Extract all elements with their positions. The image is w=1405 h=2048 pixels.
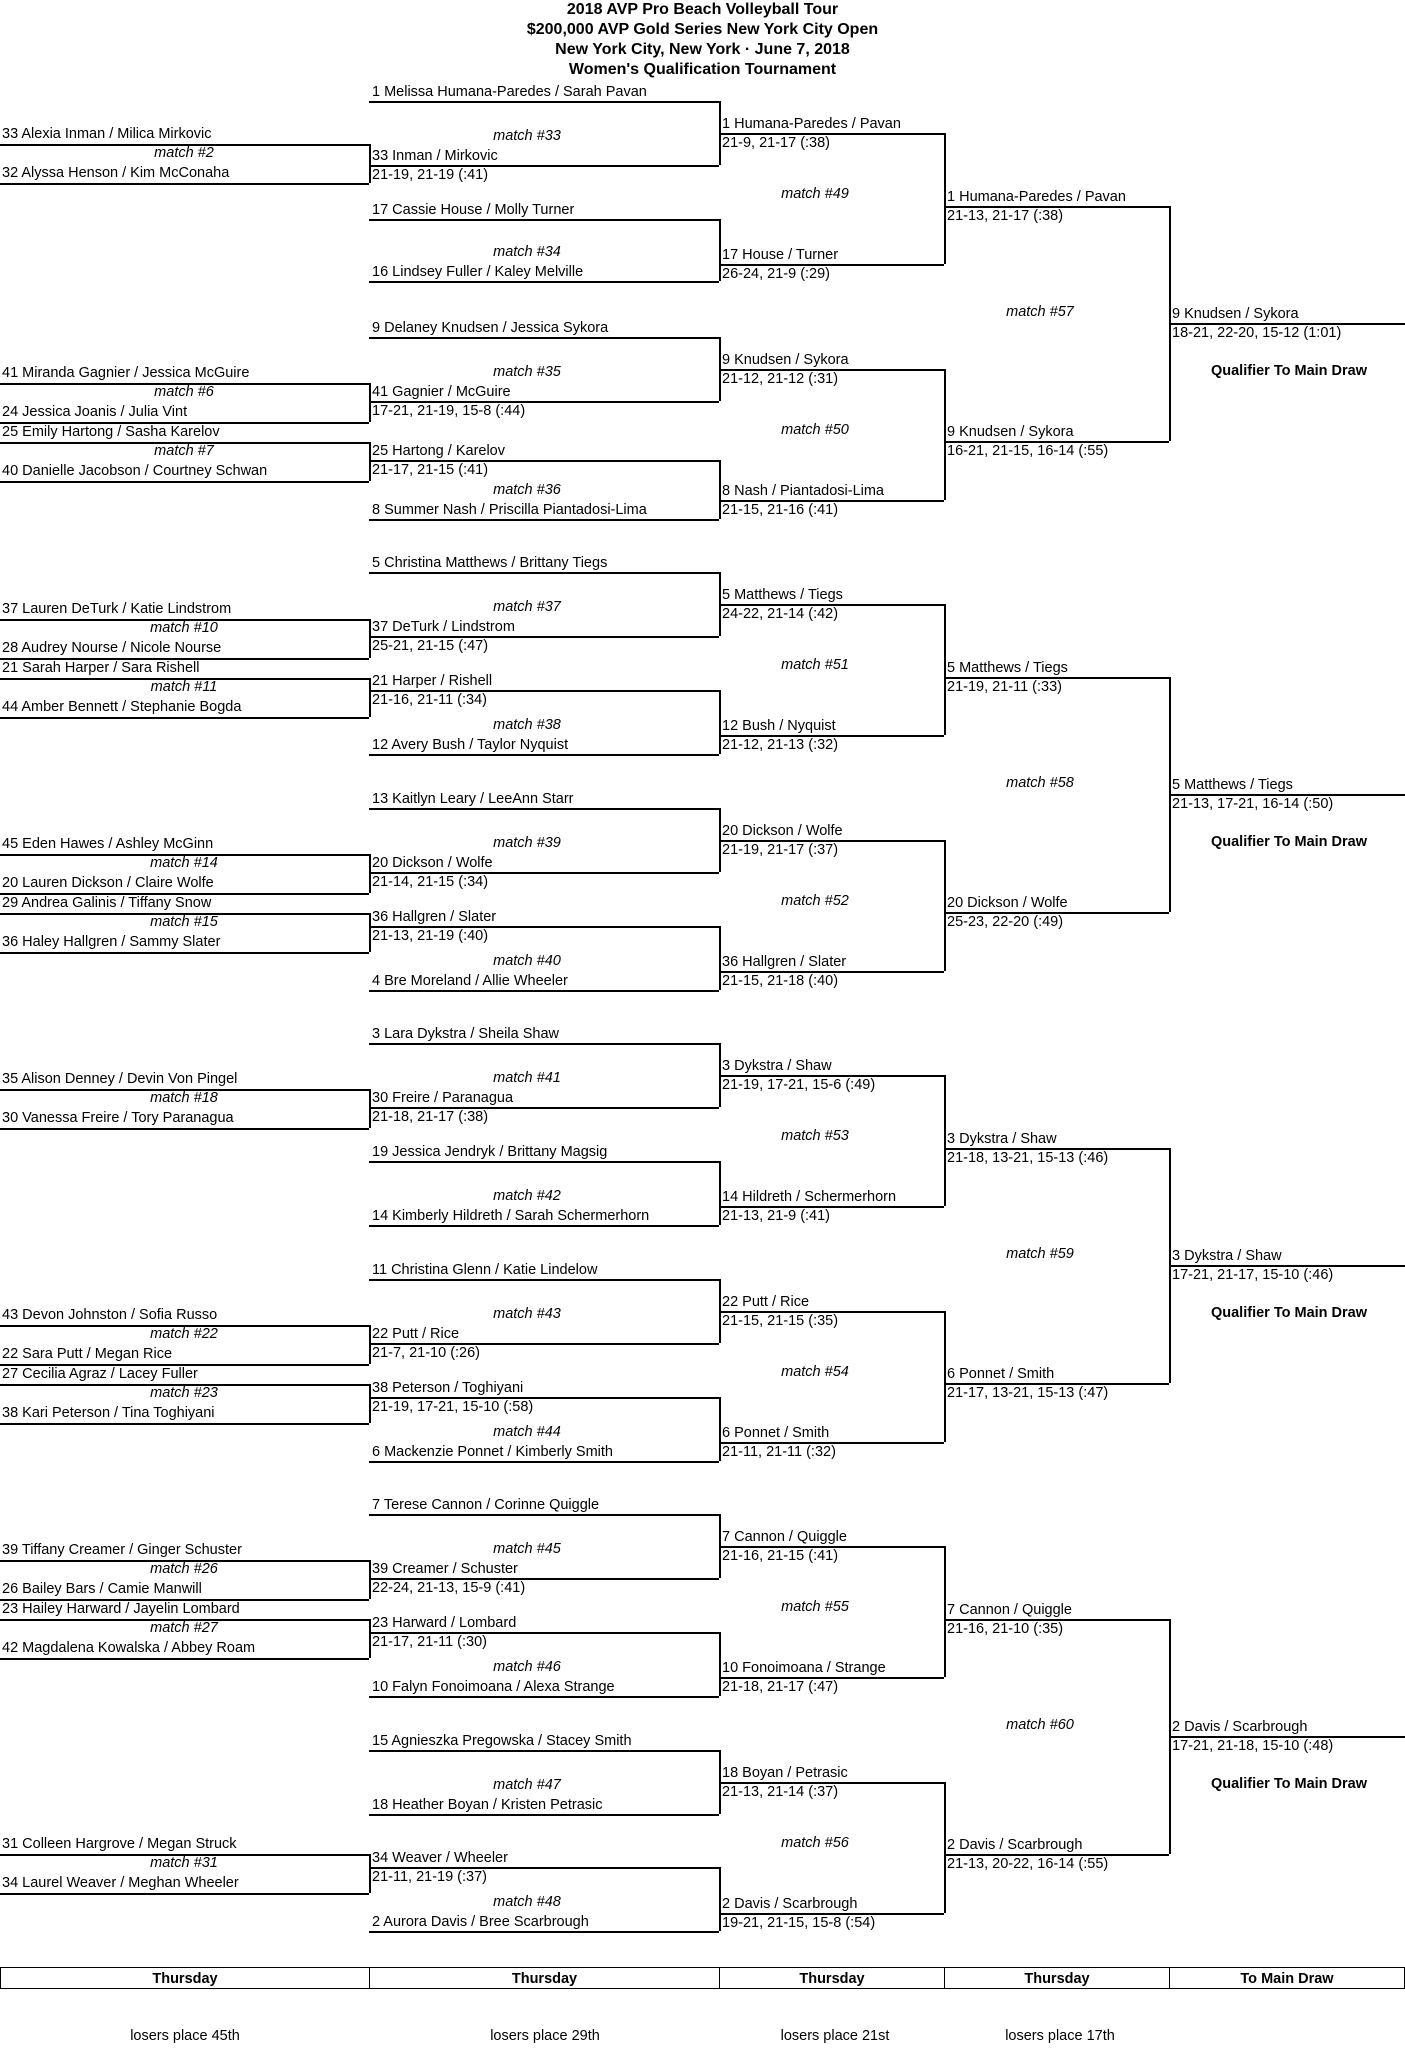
r2-team-top: 7 Terese Cannon / Corinne Quiggle xyxy=(372,1497,600,1513)
r2-team-bottom: 14 Kimberly Hildreth / Sarah Schermerhorn xyxy=(372,1208,650,1224)
r2-team-bottom: 2 Aurora Davis / Bree Scarbrough xyxy=(372,1914,589,1930)
r1-team-bottom: 24 Jessica Joanis / Julia Vint xyxy=(2,404,188,420)
r2-team-top: 19 Jessica Jendryk / Brittany Magsig xyxy=(372,1144,608,1160)
r2-score-top: 21-11, 21-19 (:37) xyxy=(372,1869,487,1885)
r3-connector xyxy=(944,1075,946,1206)
r1-team-top: 35 Alison Denney / Devin Von Pingel xyxy=(2,1071,238,1087)
r1-team-top: 37 Lauren DeTurk / Katie Lindstrom xyxy=(2,601,232,617)
r3-team-bottom: 36 Hallgren / Slater xyxy=(722,954,847,970)
qualifier-score: 17-21, 21-17, 15-10 (:46) xyxy=(1172,1267,1334,1283)
r2-connector xyxy=(719,460,721,519)
r3-match-label: match #56 xyxy=(781,1835,849,1851)
r2-match-label: match #43 xyxy=(493,1306,561,1322)
r4-score-bottom: 21-13, 20-22, 16-14 (:55) xyxy=(947,1856,1109,1872)
r1-team-bottom: 44 Amber Bennett / Stephanie Bogda xyxy=(2,699,242,715)
r2-connector xyxy=(719,1161,721,1225)
r1-match-label: match #2 xyxy=(154,145,214,161)
r2-match-label: match #35 xyxy=(493,364,561,380)
r3-team-top: 3 Dykstra / Shaw xyxy=(722,1058,832,1074)
qualifier-team: 3 Dykstra / Shaw xyxy=(1172,1248,1282,1264)
r3-score-top: 21-9, 21-17 (:38) xyxy=(722,135,831,151)
r2-line-top xyxy=(369,1750,719,1752)
r3-connector xyxy=(944,840,946,971)
r2-team-bottom: 10 Falyn Fonoimoana / Alexa Strange xyxy=(372,1679,615,1695)
r3-match-label: match #54 xyxy=(781,1364,849,1380)
r2-team-top: 11 Christina Glenn / Katie Lindelow xyxy=(372,1262,598,1278)
r4-match-label: match #58 xyxy=(1006,775,1074,791)
r1-connector xyxy=(369,442,371,481)
r2-match-label: match #34 xyxy=(493,244,561,260)
r2-team-top: 3 Lara Dykstra / Sheila Shaw xyxy=(372,1026,559,1042)
r1-team-top: 33 Alexia Inman / Milica Mirkovic xyxy=(2,126,212,142)
r4-score-bottom: 21-17, 13-21, 15-13 (:47) xyxy=(947,1385,1109,1401)
r1-team-top: 45 Eden Hawes / Ashley McGinn xyxy=(2,836,214,852)
r2-team-bottom: 16 Lindsey Fuller / Kaley Melville xyxy=(372,264,584,280)
r2-team-bottom: 8 Summer Nash / Priscilla Piantadosi-Lima xyxy=(372,502,647,518)
r3-connector xyxy=(944,1782,946,1913)
r2-line-bottom xyxy=(369,1931,719,1933)
r2-connector xyxy=(719,926,721,990)
r2-score-bottom: 25-21, 21-15 (:47) xyxy=(372,638,489,654)
r2-team-top: 38 Peterson / Toghiyani xyxy=(372,1380,524,1396)
r1-team-bottom: 34 Laurel Weaver / Meghan Wheeler xyxy=(2,1875,239,1891)
r1-line-bottom xyxy=(0,1128,369,1130)
r1-connector xyxy=(369,1560,371,1599)
event-title: 2018 AVP Pro Beach Volleyball Tour xyxy=(566,1,839,18)
event-location: New York City, New York · June 7, 2018 xyxy=(555,41,850,58)
r2-line-bottom xyxy=(369,1225,719,1227)
r2-line-top xyxy=(369,337,719,339)
r2-line-bottom xyxy=(369,1461,719,1463)
r2-team-bottom: 37 DeTurk / Lindstrom xyxy=(372,619,515,635)
r2-score-top: 21-16, 21-11 (:34) xyxy=(372,692,487,708)
r3-team-bottom: 10 Fonoimoana / Strange xyxy=(722,1660,886,1676)
r1-team-bottom: 32 Alyssa Henson / Kim McConaha xyxy=(2,165,230,181)
r3-team-bottom: 17 House / Turner xyxy=(722,247,839,263)
r4-score-bottom: 25-23, 22-20 (:49) xyxy=(947,914,1064,930)
r2-team-bottom: 4 Bre Moreland / Allie Wheeler xyxy=(372,973,568,989)
r2-score-bottom: 17-21, 21-19, 15-8 (:44) xyxy=(372,403,526,419)
r1-connector xyxy=(369,1854,371,1893)
r2-line-bottom xyxy=(369,754,719,756)
r2-line-top xyxy=(369,101,719,103)
r1-team-bottom: 38 Kari Peterson / Tina Toghiyani xyxy=(2,1405,215,1421)
r1-connector xyxy=(369,619,371,658)
r2-match-label: match #42 xyxy=(493,1188,561,1204)
r3-match-label: match #53 xyxy=(781,1128,849,1144)
r1-team-bottom: 20 Lauren Dickson / Claire Wolfe xyxy=(2,875,214,891)
r2-match-label: match #39 xyxy=(493,835,561,851)
r3-score-top: 21-19, 17-21, 15-6 (:49) xyxy=(722,1077,876,1093)
r3-score-bottom: 19-21, 21-15, 15-8 (:54) xyxy=(722,1915,876,1931)
r3-team-bottom: 12 Bush / Nyquist xyxy=(722,718,836,734)
r2-score-bottom: 21-7, 21-10 (:26) xyxy=(372,1345,481,1361)
r3-connector xyxy=(944,1546,946,1677)
r2-team-top: 15 Agnieszka Pregowska / Stacey Smith xyxy=(372,1733,632,1749)
r1-connector xyxy=(369,1325,371,1364)
r3-match-label: match #49 xyxy=(781,186,849,202)
r4-score-top: 21-18, 13-21, 15-13 (:46) xyxy=(947,1150,1109,1166)
r4-score-top: 21-13, 21-17 (:38) xyxy=(947,208,1064,224)
r4-match-label: match #60 xyxy=(1006,1717,1074,1733)
r3-score-bottom: 21-11, 21-11 (:32) xyxy=(722,1444,836,1460)
r1-match-label: match #22 xyxy=(150,1326,218,1342)
r2-team-bottom: 6 Mackenzie Ponnet / Kimberly Smith xyxy=(372,1444,613,1460)
r1-match-label: match #26 xyxy=(150,1561,218,1577)
r1-team-top: 21 Sarah Harper / Sara Rishell xyxy=(2,660,200,676)
r2-line-top xyxy=(369,572,719,574)
r2-match-label: match #33 xyxy=(493,128,561,144)
r2-line-bottom xyxy=(369,1696,719,1698)
r4-match-label: match #59 xyxy=(1006,1246,1074,1262)
r3-team-top: 9 Knudsen / Sykora xyxy=(722,352,849,368)
r2-match-label: match #46 xyxy=(493,1659,561,1675)
r2-connector xyxy=(719,1632,721,1696)
r3-score-top: 21-19, 21-17 (:37) xyxy=(722,842,839,858)
r1-line-bottom xyxy=(0,481,369,483)
r4-team-top: 1 Humana-Paredes / Pavan xyxy=(947,189,1126,205)
r2-team-top: 13 Kaitlyn Leary / LeeAnn Starr xyxy=(372,791,574,807)
r4-team-top: 7 Cannon / Quiggle xyxy=(947,1602,1072,1618)
round-4-day: Thursday xyxy=(944,1967,1170,1989)
r4-team-bottom: 6 Ponnet / Smith xyxy=(947,1366,1055,1382)
r3-connector xyxy=(944,604,946,735)
r2-match-label: match #37 xyxy=(493,599,561,615)
r2-line-top xyxy=(369,808,719,810)
r2-match-label: match #47 xyxy=(493,1777,561,1793)
r2-connector xyxy=(719,1867,721,1931)
r1-connector xyxy=(369,854,371,893)
round-1-day: Thursday xyxy=(0,1967,370,1989)
r1-team-top: 39 Tiffany Creamer / Ginger Schuster xyxy=(2,1542,242,1558)
r2-match-label: match #44 xyxy=(493,1424,561,1440)
losers-place-r1: losers place 45th xyxy=(130,2028,240,2044)
r2-line-top xyxy=(369,219,719,221)
r2-score-bottom: 21-14, 21-15 (:34) xyxy=(372,874,489,890)
r1-team-top: 25 Emily Hartong / Sasha Karelov xyxy=(2,424,220,440)
r3-team-top: 7 Cannon / Quiggle xyxy=(722,1529,847,1545)
r2-team-bottom: 22 Putt / Rice xyxy=(372,1326,460,1342)
r2-line-top xyxy=(369,1514,719,1516)
losers-place-r4: losers place 17th xyxy=(1005,2028,1115,2044)
r2-team-bottom: 12 Avery Bush / Taylor Nyquist xyxy=(372,737,569,753)
r3-team-bottom: 2 Davis / Scarbrough xyxy=(722,1896,858,1912)
r2-score-top: 21-13, 21-19 (:40) xyxy=(372,928,489,944)
r2-team-bottom: 33 Inman / Mirkovic xyxy=(372,148,498,164)
r1-match-label: match #7 xyxy=(154,443,214,459)
r1-line-bottom xyxy=(0,1423,369,1425)
r2-team-bottom: 18 Heather Boyan / Kristen Petrasic xyxy=(372,1797,603,1813)
r2-score-top: 21-17, 21-11 (:30) xyxy=(372,1634,487,1650)
r1-line-bottom xyxy=(0,1658,369,1660)
event-division: Women's Qualification Tournament xyxy=(568,61,837,78)
r1-match-label: match #18 xyxy=(150,1090,218,1106)
r2-line-bottom xyxy=(369,1814,719,1816)
r4-score-bottom: 16-21, 21-15, 16-14 (:55) xyxy=(947,443,1109,459)
r3-score-top: 21-13, 21-14 (:37) xyxy=(722,1784,839,1800)
r4-match-label: match #57 xyxy=(1006,304,1074,320)
r3-score-bottom: 21-13, 21-9 (:41) xyxy=(722,1208,831,1224)
r1-line-bottom xyxy=(0,183,369,185)
r3-score-bottom: 21-15, 21-18 (:40) xyxy=(722,973,839,989)
r1-match-label: match #10 xyxy=(150,620,218,636)
r2-score-bottom: 22-24, 21-13, 15-9 (:41) xyxy=(372,1580,526,1596)
event-subtitle: $200,000 AVP Gold Series New York City Open xyxy=(526,21,879,38)
r3-score-bottom: 21-18, 21-17 (:47) xyxy=(722,1679,839,1695)
r2-team-top: 1 Melissa Humana-Paredes / Sarah Pavan xyxy=(372,84,647,100)
r1-match-label: match #23 xyxy=(150,1385,218,1401)
r3-team-bottom: 14 Hildreth / Schermerhorn xyxy=(722,1189,897,1205)
r1-team-bottom: 36 Haley Hallgren / Sammy Slater xyxy=(2,934,221,950)
r1-team-bottom: 40 Danielle Jacobson / Courtney Schwan xyxy=(2,463,268,479)
r3-team-top: 1 Humana-Paredes / Pavan xyxy=(722,116,901,132)
r3-connector xyxy=(944,369,946,500)
r2-team-bottom: 20 Dickson / Wolfe xyxy=(372,855,493,871)
r1-match-label: match #27 xyxy=(150,1620,218,1636)
qualifier-team: 9 Knudsen / Sykora xyxy=(1172,306,1299,322)
r2-connector xyxy=(719,1397,721,1461)
r1-connector xyxy=(369,913,371,952)
r2-connector xyxy=(719,219,721,281)
qualifier-score: 21-13, 17-21, 16-14 (:50) xyxy=(1172,796,1334,812)
r1-team-top: 31 Colleen Hargrove / Megan Struck xyxy=(2,1836,237,1852)
r2-line-top xyxy=(369,1161,719,1163)
r4-team-top: 3 Dykstra / Shaw xyxy=(947,1131,1057,1147)
r3-score-top: 21-16, 21-15 (:41) xyxy=(722,1548,839,1564)
r1-connector xyxy=(369,678,371,717)
r2-team-bottom: 30 Freire / Paranagua xyxy=(372,1090,514,1106)
r3-score-bottom: 26-24, 21-9 (:29) xyxy=(722,266,831,282)
r2-score-top: 21-17, 21-15 (:41) xyxy=(372,462,489,478)
qualifier-label: Qualifier To Main Draw xyxy=(1210,363,1368,379)
r2-team-top: 17 Cassie House / Molly Turner xyxy=(372,202,575,218)
r1-team-top: 23 Hailey Harward / Jayelin Lombard xyxy=(2,1601,240,1617)
r3-team-top: 22 Putt / Rice xyxy=(722,1294,810,1310)
r1-connector xyxy=(369,1089,371,1128)
qualifier-label: Qualifier To Main Draw xyxy=(1210,1776,1368,1792)
r1-match-label: match #6 xyxy=(154,384,214,400)
r4-team-top: 5 Matthews / Tiegs xyxy=(947,660,1068,676)
r1-line-bottom xyxy=(0,1893,369,1895)
r3-team-top: 5 Matthews / Tiegs xyxy=(722,587,843,603)
r1-team-top: 43 Devon Johnston / Sofia Russo xyxy=(2,1307,218,1323)
r1-team-bottom: 30 Vanessa Freire / Tory Paranagua xyxy=(2,1110,234,1126)
round-footer xyxy=(0,1967,1405,1991)
losers-place-r3: losers place 21st xyxy=(780,2028,890,2044)
r3-team-top: 18 Boyan / Petrasic xyxy=(722,1765,848,1781)
r3-team-bottom: 8 Nash / Piantadosi-Lima xyxy=(722,483,884,499)
r3-score-top: 21-12, 21-12 (:31) xyxy=(722,371,839,387)
r1-team-top: 29 Andrea Galinis / Tiffany Snow xyxy=(2,895,212,911)
r4-team-bottom: 9 Knudsen / Sykora xyxy=(947,424,1074,440)
r2-match-label: match #36 xyxy=(493,482,561,498)
r1-connector xyxy=(369,1619,371,1658)
r1-connector xyxy=(369,1384,371,1423)
qualifier-score: 17-21, 21-18, 15-10 (:48) xyxy=(1172,1738,1334,1754)
r3-connector xyxy=(944,133,946,264)
losers-place-r2: losers place 29th xyxy=(490,2028,600,2044)
r1-team-bottom: 26 Bailey Bars / Camie Manwill xyxy=(2,1581,202,1597)
r2-line-top xyxy=(369,1043,719,1045)
r1-connector xyxy=(369,144,371,183)
r2-score-bottom: 21-19, 21-19 (:41) xyxy=(372,167,489,183)
r2-match-label: match #41 xyxy=(493,1070,561,1086)
r3-score-bottom: 21-12, 21-13 (:32) xyxy=(722,737,839,753)
r1-line-bottom xyxy=(0,952,369,954)
r2-connector xyxy=(719,690,721,754)
r2-team-top: 5 Christina Matthews / Brittany Tiegs xyxy=(372,555,608,571)
r3-score-bottom: 21-15, 21-16 (:41) xyxy=(722,502,839,518)
r3-connector xyxy=(944,1311,946,1442)
qualifier-score: 18-21, 22-20, 15-12 (1:01) xyxy=(1172,325,1342,341)
r1-team-bottom: 28 Audrey Nourse / Nicole Nourse xyxy=(2,640,222,656)
qualifier-team: 2 Davis / Scarbrough xyxy=(1172,1719,1308,1735)
r1-team-bottom: 22 Sara Putt / Megan Rice xyxy=(2,1346,173,1362)
round-2-day: Thursday xyxy=(369,1967,720,1989)
r2-team-bottom: 39 Creamer / Schuster xyxy=(372,1561,518,1577)
qualifier-label: Qualifier To Main Draw xyxy=(1210,1305,1368,1321)
r3-match-label: match #50 xyxy=(781,422,849,438)
r2-line-bottom xyxy=(369,281,719,283)
r2-team-top: 36 Hallgren / Slater xyxy=(372,909,497,925)
r3-match-label: match #55 xyxy=(781,1599,849,1615)
r2-line-bottom xyxy=(369,990,719,992)
round-3-day: Thursday xyxy=(719,1967,945,1989)
r2-score-top: 21-19, 17-21, 15-10 (:58) xyxy=(372,1399,534,1415)
r1-match-label: match #15 xyxy=(150,914,218,930)
r2-match-label: match #40 xyxy=(493,953,561,969)
r2-line-top xyxy=(369,1279,719,1281)
r2-team-top: 9 Delaney Knudsen / Jessica Sykora xyxy=(372,320,609,336)
r1-team-top: 41 Miranda Gagnier / Jessica McGuire xyxy=(2,365,250,381)
r1-team-bottom: 42 Magdalena Kowalska / Abbey Roam xyxy=(2,1640,256,1656)
r2-score-bottom: 21-18, 21-17 (:38) xyxy=(372,1109,489,1125)
r2-match-label: match #48 xyxy=(493,1894,561,1910)
main-draw-label: To Main Draw xyxy=(1169,1967,1405,1989)
r1-connector xyxy=(369,383,371,422)
r3-score-top: 21-15, 21-15 (:35) xyxy=(722,1313,839,1329)
r1-match-label: match #31 xyxy=(150,1855,218,1871)
r3-score-top: 24-22, 21-14 (:42) xyxy=(722,606,839,622)
r4-score-top: 21-16, 21-10 (:35) xyxy=(947,1621,1064,1637)
r3-team-top: 20 Dickson / Wolfe xyxy=(722,823,843,839)
r2-team-top: 21 Harper / Rishell xyxy=(372,673,493,689)
r2-match-label: match #45 xyxy=(493,1541,561,1557)
r2-team-top: 23 Harward / Lombard xyxy=(372,1615,517,1631)
r4-team-bottom: 20 Dickson / Wolfe xyxy=(947,895,1068,911)
r1-match-label: match #14 xyxy=(150,855,218,871)
r1-line-bottom xyxy=(0,717,369,719)
r2-match-label: match #38 xyxy=(493,717,561,733)
r3-match-label: match #52 xyxy=(781,893,849,909)
qualifier-label: Qualifier To Main Draw xyxy=(1210,834,1368,850)
r1-match-label: match #11 xyxy=(150,679,218,695)
r1-team-top: 27 Cecilia Agraz / Lacey Fuller xyxy=(2,1366,198,1382)
r2-team-top: 25 Hartong / Karelov xyxy=(372,443,505,459)
qualifier-team: 5 Matthews / Tiegs xyxy=(1172,777,1293,793)
r4-team-bottom: 2 Davis / Scarbrough xyxy=(947,1837,1083,1853)
r2-team-top: 34 Weaver / Wheeler xyxy=(372,1850,508,1866)
r2-line-bottom xyxy=(369,519,719,521)
r2-team-bottom: 41 Gagnier / McGuire xyxy=(372,384,511,400)
r3-team-bottom: 6 Ponnet / Smith xyxy=(722,1425,830,1441)
r4-score-top: 21-19, 21-11 (:33) xyxy=(947,679,1062,695)
r3-match-label: match #51 xyxy=(781,657,849,673)
